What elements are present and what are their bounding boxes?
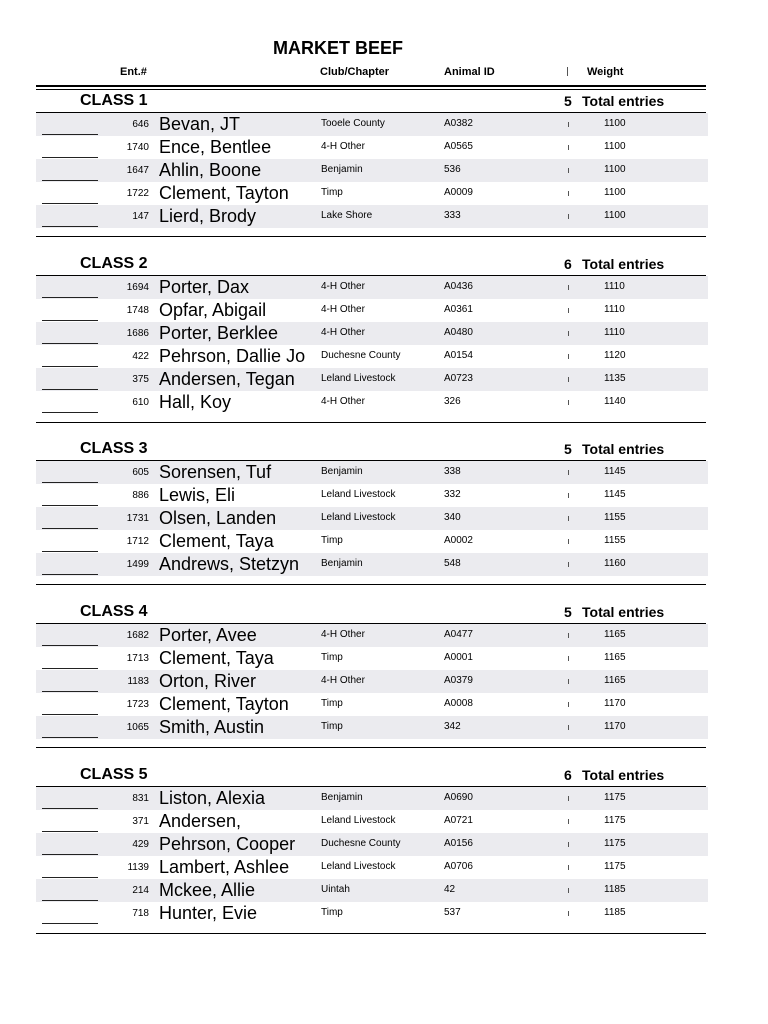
total-entries-label: Total entries bbox=[582, 604, 665, 620]
exhibitor-name: Liston, Alexia bbox=[159, 788, 266, 808]
animal-id: 536 bbox=[444, 164, 461, 175]
entry-number: 1722 bbox=[126, 188, 149, 199]
placing-blank-line bbox=[42, 157, 98, 158]
weight: 1110 bbox=[604, 281, 625, 292]
entry-number: 605 bbox=[132, 467, 149, 478]
placing-blank-line bbox=[42, 297, 98, 298]
header-animal-id: Animal ID bbox=[444, 66, 495, 78]
animal-id: A0154 bbox=[444, 350, 473, 361]
exhibitor-name: Pehrson, Dallie Jo bbox=[159, 346, 306, 366]
row-divider-tick bbox=[568, 539, 569, 544]
placing-blank-line bbox=[42, 737, 98, 738]
club-chapter: Leland Livestock bbox=[321, 373, 396, 384]
entry-row bbox=[0, 507, 768, 530]
exhibitor-name: Ahlin, Boone bbox=[159, 160, 262, 180]
row-divider-tick bbox=[568, 633, 569, 638]
animal-id: A0379 bbox=[444, 675, 473, 686]
row-divider-tick bbox=[568, 888, 569, 893]
entry-row bbox=[0, 693, 768, 716]
entry-row bbox=[0, 182, 768, 205]
exhibitor-name: Sorensen, Tuf bbox=[159, 462, 272, 482]
placing-blank-line bbox=[42, 366, 98, 367]
entry-row bbox=[0, 322, 768, 345]
exhibitor-name: Lewis, Eli bbox=[159, 485, 236, 505]
row-divider-tick bbox=[568, 145, 569, 150]
class-name: CLASS 2 bbox=[80, 255, 148, 272]
placing-blank-line bbox=[42, 134, 98, 135]
club-chapter: Duchesne County bbox=[321, 350, 401, 361]
entry-number: 1731 bbox=[126, 513, 149, 524]
row-divider-tick bbox=[568, 285, 569, 290]
entry-number: 1748 bbox=[126, 305, 149, 316]
animal-id: A0001 bbox=[444, 652, 473, 663]
header-weight: Weight bbox=[587, 66, 624, 78]
weight: 1100 bbox=[604, 187, 626, 198]
club-chapter: Lake Shore bbox=[321, 210, 373, 221]
entry-number: 831 bbox=[132, 793, 149, 804]
club-chapter: Timp bbox=[321, 652, 343, 663]
club-chapter: Tooele County bbox=[321, 118, 385, 129]
entry-number: 1713 bbox=[126, 653, 149, 664]
row-divider-tick bbox=[568, 168, 569, 173]
placing-blank-line bbox=[42, 551, 98, 552]
club-chapter: Leland Livestock bbox=[321, 512, 396, 523]
exhibitor-name: Clement, Taya bbox=[159, 531, 274, 551]
weight: 1165 bbox=[604, 629, 626, 640]
entry-number: 375 bbox=[132, 374, 149, 385]
entry-row bbox=[0, 716, 768, 739]
entry-number: 147 bbox=[132, 211, 149, 222]
page-title: MARKET BEEF bbox=[273, 38, 403, 58]
entry-number: 422 bbox=[132, 351, 149, 362]
class-header bbox=[36, 601, 706, 624]
exhibitor-name: Lierd, Brody bbox=[159, 206, 257, 226]
entry-number: 610 bbox=[132, 397, 149, 408]
header-ent: Ent.# bbox=[120, 66, 147, 78]
weight: 1100 bbox=[604, 164, 626, 175]
class-entry-count: 6 bbox=[564, 256, 572, 272]
placing-blank-line bbox=[42, 412, 98, 413]
exhibitor-name: Olsen, Landen bbox=[159, 508, 277, 528]
entry-number: 1723 bbox=[126, 699, 149, 710]
placing-blank-line bbox=[42, 831, 98, 832]
animal-id: A0382 bbox=[444, 118, 473, 129]
exhibitor-name: Bevan, JT bbox=[159, 114, 241, 134]
animal-id: A0156 bbox=[444, 838, 473, 849]
row-divider-tick bbox=[568, 377, 569, 382]
weight: 1100 bbox=[604, 118, 626, 129]
exhibitor-name: Ence, Bentlee bbox=[159, 137, 272, 157]
entry-number: 1139 bbox=[127, 862, 149, 873]
animal-id: A0721 bbox=[444, 815, 473, 826]
weight: 1120 bbox=[604, 350, 626, 361]
row-divider-tick bbox=[568, 702, 569, 707]
entry-number: 1183 bbox=[127, 676, 149, 687]
weight: 1110 bbox=[604, 327, 625, 338]
class-header bbox=[36, 253, 706, 276]
entry-row bbox=[0, 553, 768, 576]
animal-id: 326 bbox=[444, 396, 461, 407]
club-chapter: 4-H Other bbox=[321, 141, 365, 152]
placing-blank-line bbox=[42, 505, 98, 506]
club-chapter: 4-H Other bbox=[321, 675, 365, 686]
exhibitor-name: Opfar, Abigail bbox=[159, 300, 267, 320]
class-name: CLASS 1 bbox=[80, 92, 148, 109]
class-name: CLASS 3 bbox=[80, 440, 148, 457]
placing-blank-line bbox=[42, 226, 98, 227]
club-chapter: 4-H Other bbox=[321, 304, 365, 315]
class-section bbox=[0, 253, 768, 414]
total-entries-label: Total entries bbox=[582, 767, 665, 783]
placing-blank-line bbox=[42, 645, 98, 646]
weight: 1170 bbox=[604, 698, 626, 709]
entry-row bbox=[0, 879, 768, 902]
entry-number: 1065 bbox=[126, 722, 149, 733]
class-section bbox=[0, 438, 768, 576]
animal-id: 333 bbox=[444, 210, 461, 221]
weight: 1175 bbox=[604, 861, 626, 872]
class-entry-count: 5 bbox=[564, 441, 572, 457]
weight: 1160 bbox=[604, 558, 626, 569]
total-entries-label: Total entries bbox=[582, 93, 665, 109]
weight: 1110 bbox=[604, 304, 625, 315]
club-chapter: Benjamin bbox=[321, 466, 363, 477]
weight: 1155 bbox=[604, 512, 626, 523]
club-chapter: Benjamin bbox=[321, 164, 363, 175]
exhibitor-name: Pehrson, Cooper bbox=[159, 834, 296, 854]
class-section bbox=[0, 601, 768, 739]
exhibitor-name: Andersen, bbox=[159, 811, 242, 831]
entry-row bbox=[0, 787, 768, 810]
exhibitor-name: Hunter, Evie bbox=[159, 903, 258, 923]
club-chapter: 4-H Other bbox=[321, 327, 365, 338]
entry-number: 1647 bbox=[126, 165, 149, 176]
entry-row bbox=[0, 624, 768, 647]
entry-row bbox=[0, 833, 768, 856]
class-section bbox=[0, 764, 768, 925]
exhibitor-name: Andersen, Tegan bbox=[159, 369, 295, 389]
entry-number: 371 bbox=[132, 816, 149, 827]
entry-number: 1499 bbox=[126, 559, 149, 570]
entry-row bbox=[0, 461, 768, 484]
row-divider-tick bbox=[568, 725, 569, 730]
class-header bbox=[36, 90, 706, 113]
header-club: Club/Chapter bbox=[320, 66, 390, 78]
entry-row bbox=[0, 856, 768, 879]
animal-id: A0723 bbox=[444, 373, 473, 384]
placing-blank-line bbox=[42, 203, 98, 204]
animal-id: A0480 bbox=[444, 327, 473, 338]
placing-blank-line bbox=[42, 320, 98, 321]
row-divider-tick bbox=[568, 656, 569, 661]
row-divider-tick bbox=[568, 354, 569, 359]
animal-id: A0436 bbox=[444, 281, 473, 292]
class-entry-count: 6 bbox=[564, 767, 572, 783]
placing-blank-line bbox=[42, 668, 98, 669]
placing-blank-line bbox=[42, 343, 98, 344]
row-divider-tick bbox=[568, 214, 569, 219]
weight: 1185 bbox=[604, 907, 626, 918]
total-entries-label: Total entries bbox=[582, 256, 665, 272]
placing-blank-line bbox=[42, 900, 98, 901]
entry-number: 1694 bbox=[126, 282, 149, 293]
club-chapter: Benjamin bbox=[321, 792, 363, 803]
weight: 1140 bbox=[604, 396, 626, 407]
row-divider-tick bbox=[568, 679, 569, 684]
placing-blank-line bbox=[42, 808, 98, 809]
animal-id: 548 bbox=[444, 558, 461, 569]
row-divider-tick bbox=[568, 562, 569, 567]
total-entries-label: Total entries bbox=[582, 441, 665, 457]
entry-row bbox=[0, 159, 768, 182]
club-chapter: Leland Livestock bbox=[321, 861, 396, 872]
animal-id: 338 bbox=[444, 466, 461, 477]
weight: 1170 bbox=[604, 721, 626, 732]
entry-row bbox=[0, 205, 768, 228]
entry-row bbox=[0, 647, 768, 670]
row-divider-tick bbox=[568, 493, 569, 498]
club-chapter: Timp bbox=[321, 698, 343, 709]
animal-id: 537 bbox=[444, 907, 461, 918]
entry-row bbox=[0, 670, 768, 693]
class-section-bottom-rule bbox=[36, 422, 706, 423]
entry-row bbox=[0, 391, 768, 414]
exhibitor-name: Clement, Tayton bbox=[159, 694, 289, 714]
animal-id: A0008 bbox=[444, 698, 473, 709]
placing-blank-line bbox=[42, 854, 98, 855]
exhibitor-name: Lambert, Ashlee bbox=[159, 857, 290, 877]
weight: 1165 bbox=[604, 652, 626, 663]
class-section bbox=[0, 90, 768, 228]
entry-number: 1686 bbox=[126, 328, 149, 339]
row-divider-tick bbox=[568, 819, 569, 824]
animal-id: A0477 bbox=[444, 629, 473, 640]
class-name: CLASS 4 bbox=[80, 603, 148, 620]
weight: 1155 bbox=[604, 535, 626, 546]
class-header bbox=[36, 438, 706, 461]
weight: 1165 bbox=[604, 675, 626, 686]
header-divider bbox=[567, 67, 568, 76]
entry-row bbox=[0, 902, 768, 925]
weight: 1185 bbox=[604, 884, 626, 895]
row-divider-tick bbox=[568, 470, 569, 475]
weight: 1100 bbox=[604, 141, 626, 152]
header-rule-top bbox=[36, 85, 706, 87]
entry-row bbox=[0, 299, 768, 322]
weight: 1175 bbox=[604, 815, 626, 826]
entry-row bbox=[0, 810, 768, 833]
club-chapter: 4-H Other bbox=[321, 629, 365, 640]
exhibitor-name: Andrews, Stetzyn bbox=[159, 554, 300, 574]
class-section-bottom-rule bbox=[36, 933, 706, 934]
placing-blank-line bbox=[42, 482, 98, 483]
row-divider-tick bbox=[568, 911, 569, 916]
weight: 1175 bbox=[604, 838, 626, 849]
club-chapter: Leland Livestock bbox=[321, 815, 396, 826]
club-chapter: Timp bbox=[321, 187, 343, 198]
class-section-bottom-rule bbox=[36, 236, 706, 237]
placing-blank-line bbox=[42, 877, 98, 878]
row-divider-tick bbox=[568, 191, 569, 196]
entry-number: 1740 bbox=[126, 142, 149, 153]
entry-number: 718 bbox=[132, 908, 149, 919]
entry-number: 886 bbox=[132, 490, 149, 501]
entry-number: 214 bbox=[132, 885, 149, 896]
row-divider-tick bbox=[568, 516, 569, 521]
animal-id: 340 bbox=[444, 512, 461, 523]
animal-id: A0009 bbox=[444, 187, 473, 198]
class-entry-count: 5 bbox=[564, 93, 572, 109]
placing-blank-line bbox=[42, 389, 98, 390]
weight: 1100 bbox=[604, 210, 626, 221]
exhibitor-name: Mckee, Allie bbox=[159, 880, 256, 900]
class-section-bottom-rule bbox=[36, 584, 706, 585]
weight: 1135 bbox=[604, 373, 626, 384]
club-chapter: Leland Livestock bbox=[321, 489, 396, 500]
class-entry-count: 5 bbox=[564, 604, 572, 620]
weight: 1145 bbox=[604, 489, 626, 500]
animal-id: A0002 bbox=[444, 535, 473, 546]
exhibitor-name: Clement, Tayton bbox=[159, 183, 289, 203]
class-header bbox=[36, 764, 706, 787]
exhibitor-name: Orton, River bbox=[159, 671, 257, 691]
row-divider-tick bbox=[568, 796, 569, 801]
club-chapter: Duchesne County bbox=[321, 838, 401, 849]
placing-blank-line bbox=[42, 574, 98, 575]
animal-id: A0690 bbox=[444, 792, 473, 803]
exhibitor-name: Hall, Koy bbox=[159, 392, 232, 412]
entry-number: 429 bbox=[132, 839, 149, 850]
class-name: CLASS 5 bbox=[80, 766, 148, 783]
entry-row bbox=[0, 530, 768, 553]
entry-row bbox=[0, 345, 768, 368]
entry-row bbox=[0, 136, 768, 159]
animal-id: A0361 bbox=[444, 304, 473, 315]
weight: 1145 bbox=[604, 466, 626, 477]
club-chapter: Timp bbox=[321, 907, 343, 918]
placing-blank-line bbox=[42, 714, 98, 715]
animal-id: 42 bbox=[444, 884, 456, 895]
exhibitor-name: Clement, Taya bbox=[159, 648, 274, 668]
row-divider-tick bbox=[568, 308, 569, 313]
placing-blank-line bbox=[42, 923, 98, 924]
club-chapter: Timp bbox=[321, 535, 343, 546]
placing-blank-line bbox=[42, 528, 98, 529]
placing-blank-line bbox=[42, 180, 98, 181]
club-chapter: Timp bbox=[321, 721, 343, 732]
entry-number: 1682 bbox=[126, 630, 149, 641]
exhibitor-name: Porter, Avee bbox=[159, 625, 257, 645]
club-chapter: Benjamin bbox=[321, 558, 363, 569]
entry-row bbox=[0, 484, 768, 507]
entry-number: 1712 bbox=[126, 536, 149, 547]
row-divider-tick bbox=[568, 842, 569, 847]
row-divider-tick bbox=[568, 331, 569, 336]
animal-id: 342 bbox=[444, 721, 461, 732]
class-section-bottom-rule bbox=[36, 747, 706, 748]
weight: 1175 bbox=[604, 792, 626, 803]
animal-id: A0565 bbox=[444, 141, 473, 152]
entry-number: 646 bbox=[132, 119, 149, 130]
exhibitor-name: Porter, Dax bbox=[159, 277, 250, 297]
row-divider-tick bbox=[568, 400, 569, 405]
club-chapter: 4-H Other bbox=[321, 281, 365, 292]
entry-row bbox=[0, 113, 768, 136]
animal-id: 332 bbox=[444, 489, 461, 500]
entry-row bbox=[0, 276, 768, 299]
entry-row bbox=[0, 368, 768, 391]
club-chapter: 4-H Other bbox=[321, 396, 365, 407]
club-chapter: Uintah bbox=[321, 884, 350, 895]
row-divider-tick bbox=[568, 122, 569, 127]
exhibitor-name: Porter, Berklee bbox=[159, 323, 279, 343]
row-divider-tick bbox=[568, 865, 569, 870]
animal-id: A0706 bbox=[444, 861, 473, 872]
exhibitor-name: Smith, Austin bbox=[159, 717, 265, 737]
placing-blank-line bbox=[42, 691, 98, 692]
